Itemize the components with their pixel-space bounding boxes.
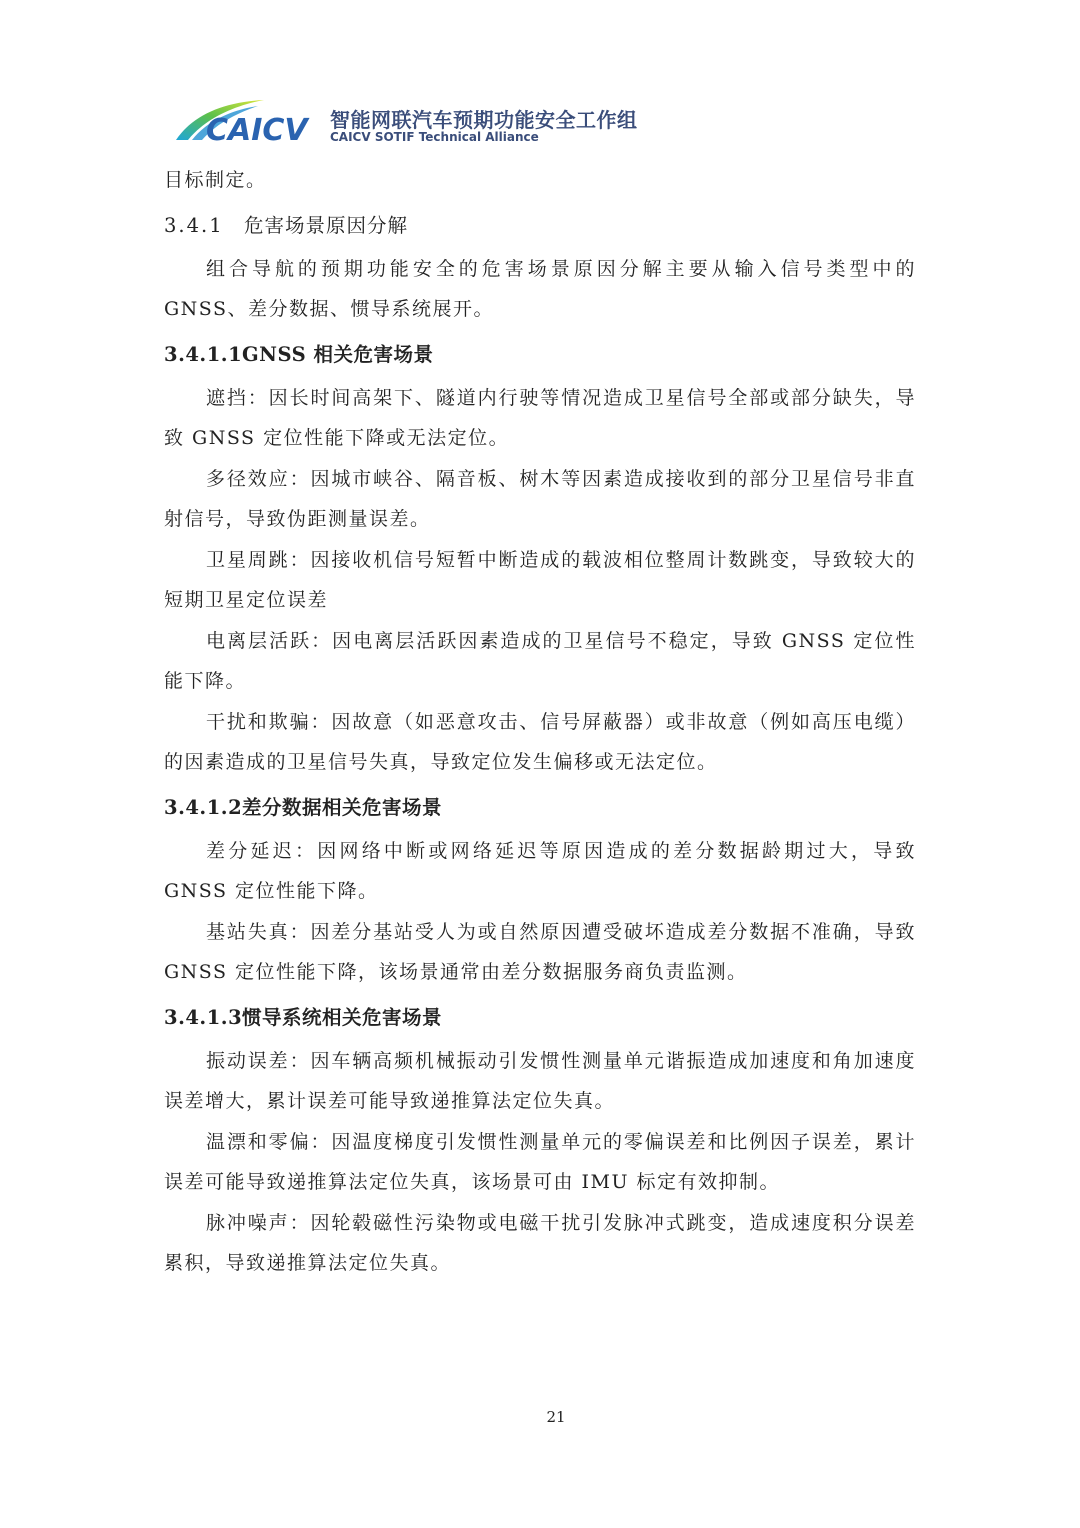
caicv-logo (172, 96, 322, 148)
section-number: 3.4.1 (164, 213, 224, 237)
paragraph: 目标制定。 (164, 169, 267, 191)
paragraph: 卫星周跳：因接收机信号短暂中断造成的载波相位整周计数跳变，导致较大的短期卫星定位误差 (164, 548, 916, 611)
logo-wordmark: CAICV (206, 113, 308, 148)
paragraph: 组合导航的预期功能安全的危害场景原因分解主要从输入信号类型中的GNSS、差分数据、惯导系统展开。 (164, 257, 916, 320)
section-title: 危害场景原因分解 (244, 213, 409, 237)
section-number: 3.4.1.2 (164, 795, 243, 819)
paragraph: 温漂和零偏：因温度梯度引发惯性测量单元的零偏误差和比例因子误差，累计误差可能导致递推算法定位失真，该场景可由 IMU 标定有效抑制。 (164, 1130, 916, 1193)
paragraph: 振动误差：因车辆高频机械振动引发惯性测量单元谐振造成加速度和角加速度误差增大，累计误差可能导致递推算法定位失真。 (164, 1049, 916, 1112)
section-number: 3.4.1.3 (164, 1005, 243, 1029)
section-heading-3-4-1-2 (164, 783, 916, 831)
section-title: GNSS 相关危害场景 (242, 342, 434, 366)
section-title: 差分数据相关危害场景 (242, 795, 443, 819)
section-heading-3-4-1-3 (164, 993, 916, 1041)
section-number: 3.4.1.1 (164, 342, 243, 366)
paragraph: 遮挡：因长时间高架下、隧道内行驶等情况造成卫星信号全部或部分缺失，导致 GNSS 定位性能下降或无法定位。 (164, 386, 916, 449)
document-body (164, 160, 916, 1284)
paragraph: 脉冲噪声：因轮毂磁性污染物或电磁干扰引发脉冲式跳变，造成速度积分误差累积，导致递推算法定位失真。 (164, 1211, 916, 1274)
section-heading-3-4-1 (164, 201, 916, 249)
org-name-en: CAICV SOTIF Technical Alliance (330, 130, 539, 144)
page-number: 21 (546, 1408, 566, 1426)
section-title: 惯导系统相关危害场景 (242, 1005, 443, 1029)
paragraph: 多径效应：因城市峡谷、隔音板、树木等因素造成接收到的部分卫星信号非直射信号，导致伪距测量误差。 (164, 467, 916, 530)
page-header (172, 96, 692, 148)
paragraph: 差分延迟：因网络中断或网络延迟等原因造成的差分数据龄期过大，导致 GNSS 定位性能下降。 (164, 839, 916, 902)
paragraph: 电离层活跃：因电离层活跃因素造成的卫星信号不稳定，导致 GNSS 定位性能下降。 (164, 629, 916, 692)
org-name-cn: 智能网联汽车预期功能安全工作组 (330, 108, 638, 132)
paragraph: 基站失真：因差分基站受人为或自然原因遭受破坏造成差分数据不准确，导致 GNSS 定位性能下降，该场景通常由差分数据服务商负责监测。 (164, 920, 916, 983)
section-heading-3-4-1-1 (164, 330, 916, 378)
paragraph: 干扰和欺骗：因故意（如恶意攻击、信号屏蔽器）或非故意（例如高压电缆）的因素造成的卫星信号失真，导致定位发生偏移或无法定位。 (164, 710, 916, 773)
